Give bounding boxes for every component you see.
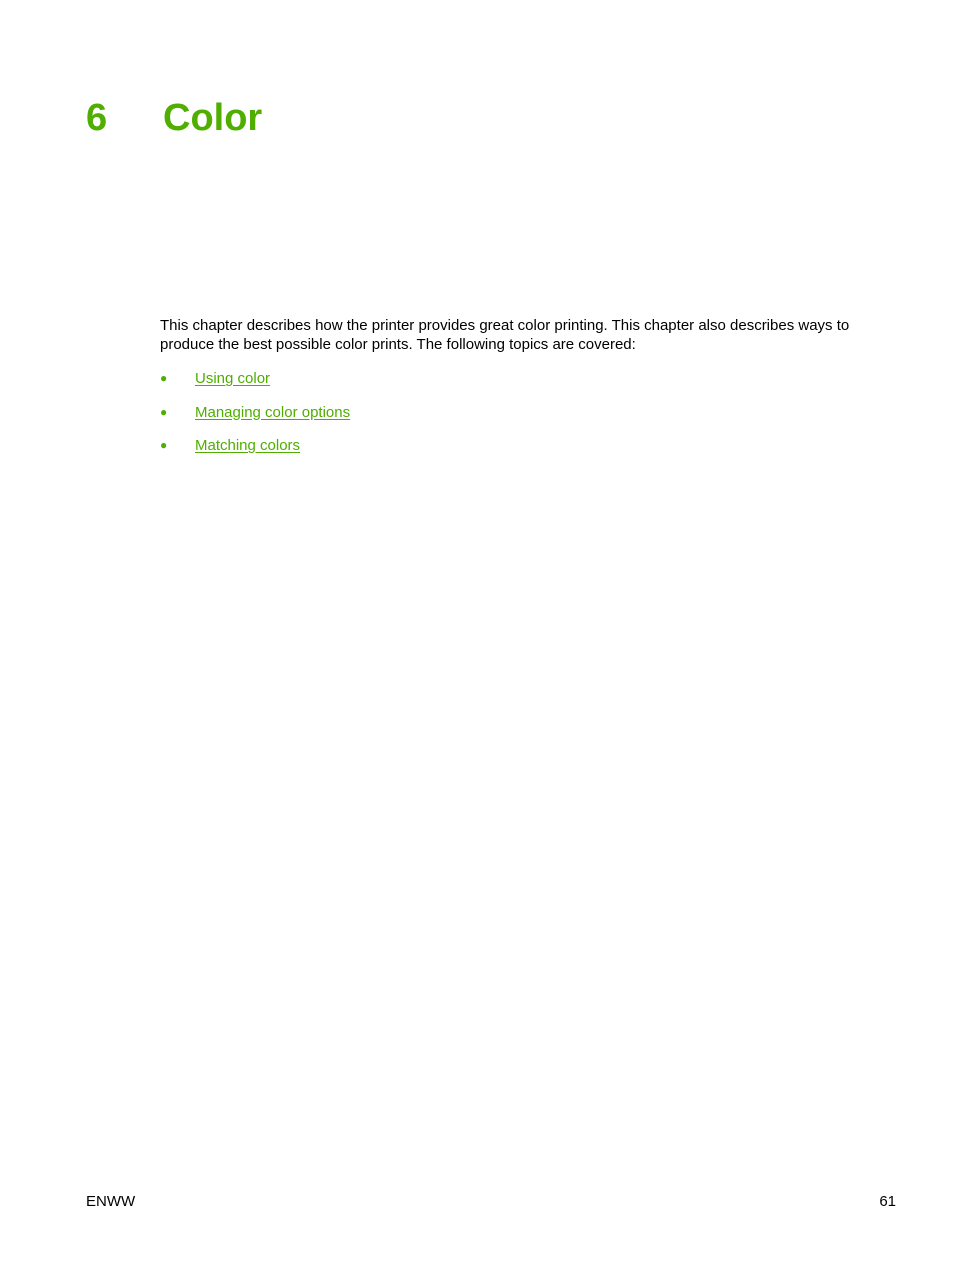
page-number: 61 [879, 1193, 896, 1210]
topic-list [160, 369, 350, 470]
list-item [160, 403, 350, 422]
bullet-icon: ● [160, 371, 168, 385]
bullet-icon: ● [160, 404, 168, 419]
list-item [160, 436, 350, 455]
chapter-heading [86, 94, 262, 142]
bullet-icon: ● [160, 438, 168, 452]
topic-link-using-color[interactable]: Using color [195, 370, 271, 387]
footer-label: ENWW [86, 1193, 136, 1210]
chapter-intro-paragraph: This chapter describes how the printer provides great color printing. This chapter also describes ways to produce the best possible color prints. The following topics are covered: [160, 317, 850, 353]
topic-link-matching-colors[interactable]: Matching colors [195, 437, 301, 454]
chapter-title: Color [163, 97, 263, 139]
list-item [160, 369, 350, 388]
chapter-number: 6 [86, 97, 108, 139]
topic-link-managing-color-options[interactable]: Managing color options [195, 403, 351, 421]
